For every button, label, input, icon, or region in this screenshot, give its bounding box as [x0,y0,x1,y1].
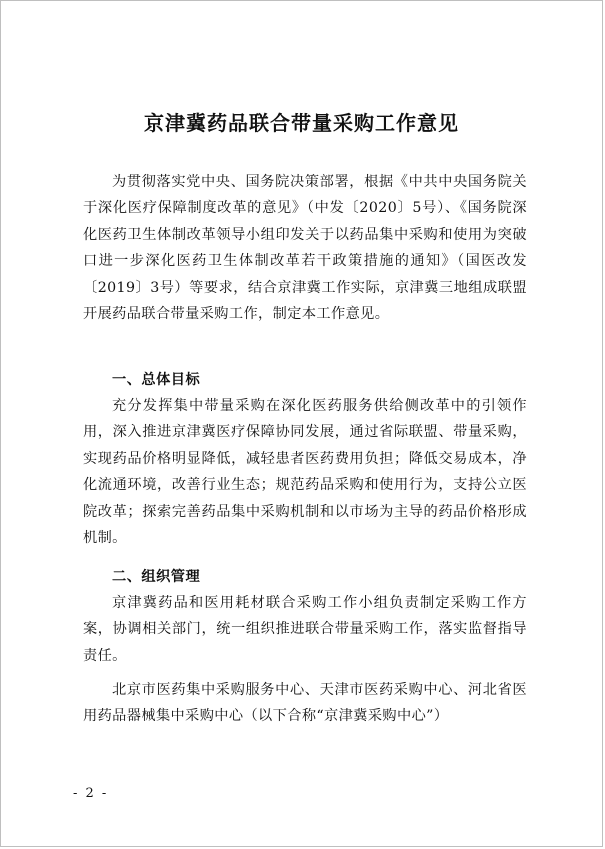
document-title: 京津冀药品联合带量采购工作意见 [144,111,459,135]
section-heading-goals: 一、总体目标 [112,372,201,388]
page-number: - 2 - [73,786,109,801]
intro-paragraph: 为贯彻落实党中央、国务院决策部署，根据《中共中央国务院关于深化医疗保障制度改革的意见》（中发〔2020〕5号）、《国务院深化医药卫生体制改革领导小组印发关于以药品集中采购和使用为突破口进一步深化医药卫生体制改革若干政策措施的通知》（国医改发〔2019〕3号）等要求，结合京津冀工作实际，京津冀三地组成联盟开展药品联合带量采购工作，制定本工作意见。 [83,174,527,323]
organization-paragraph-1: 京津冀药品和医用耗材联合采购工作小组负责制定采购工作方案，协调相关部门，统一组织推进联合带量采购工作，落实监督指导责任。 [83,595,527,664]
organization-paragraph-2: 北京市医药集中采购服务中心、天津市医药采购中心、河北省医用药品器械集中采购中心（以下合称“京津冀采购中心”） [83,682,527,725]
goals-paragraph: 充分发挥集中带量采购在深化医药服务供给侧改革中的引领作用，深入推进京津冀医疗保障协同发展，通过省际联盟、带量采购，实现药品价格明显降低，减轻患者医药费用负担；降低交易成本，净化流通环境，改善行业生态；规范药品采购和使用行为，支持公立医院改革；探索完善药品集中采购机制和以市场为主导的药品价格形成机制。 [83,398,527,547]
section-heading-organization: 二、组织管理 [112,569,201,585]
